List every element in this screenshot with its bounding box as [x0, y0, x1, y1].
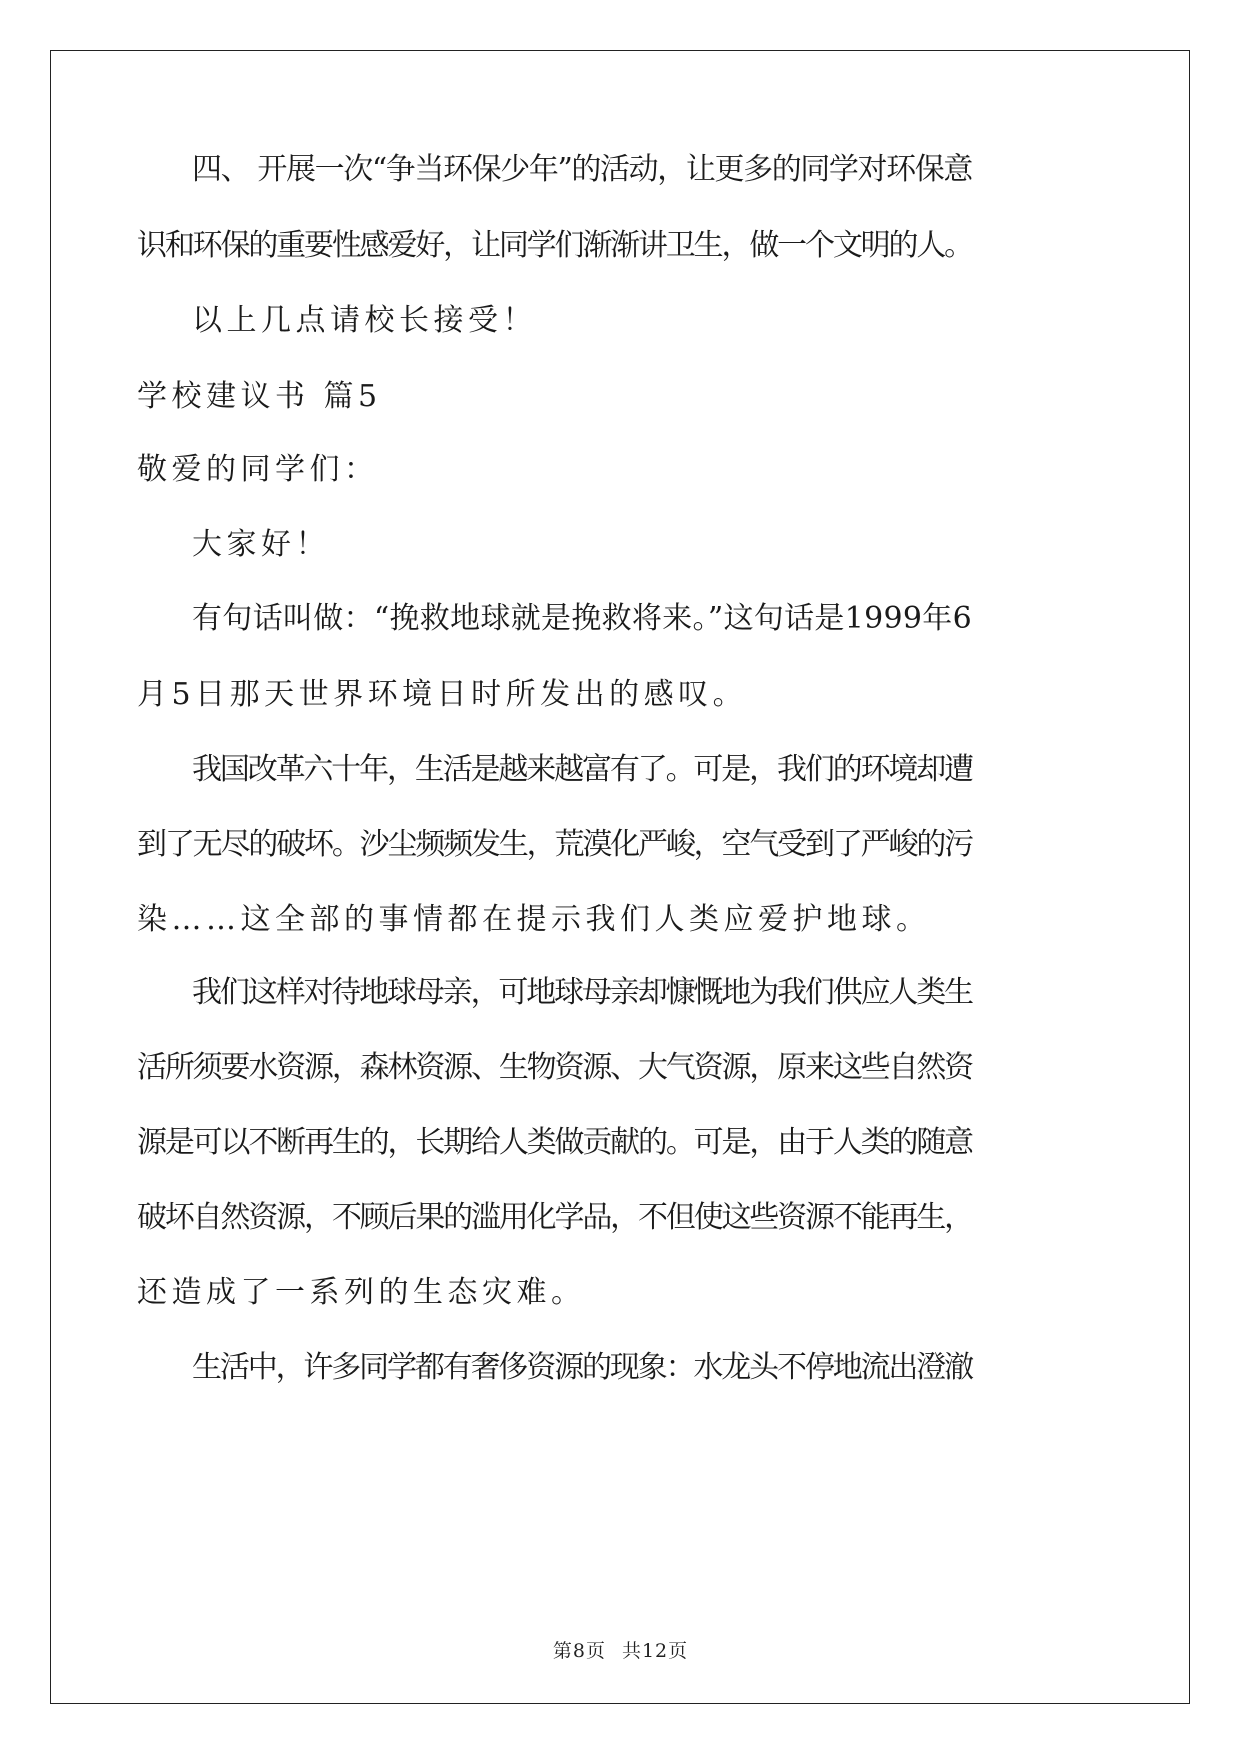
paragraph-line: 我国改革六十年，生活是越来越富有了。可是，我们的环境却遭 — [192, 752, 972, 787]
paragraph-line: 月5日那天世界环境日时所发出的感叹。 — [137, 677, 748, 712]
paragraph-line: 生活中，许多同学都有奢侈资源的现象：水龙头不停地流出澄澈 — [192, 1350, 972, 1385]
page-total: 共12页 — [621, 1640, 689, 1662]
section-heading: 学校建议书 篇5 — [137, 379, 382, 414]
paragraph-line: 有句话叫做：“挽救地球就是挽救将来。”这句话是1999年6 — [192, 601, 972, 636]
page-footer — [0, 1636, 1241, 1663]
paragraph-line: 四、 开展一次“争当环保少年”的活动，让更多的同学对环保意 — [192, 152, 972, 187]
paragraph-line: 到了无尽的破坏。沙尘频频发生，荒漠化严峻，空气受到了严峻的污 — [137, 827, 972, 862]
paragraph-line: 还造成了一系列的生态灾难。 — [137, 1275, 586, 1310]
paragraph-line: 染……这全部的事情都在提示我们人类应爱护地球。 — [137, 902, 931, 937]
salutation: 敬爱的同学们： — [137, 452, 379, 487]
paragraph-line: 破坏自然资源，不顾后果的滥用化学品，不但使这些资源不能再生， — [137, 1200, 972, 1235]
page-border — [50, 50, 1190, 1704]
paragraph-line: 源是可以不断再生的，长期给人类做贡献的。可是，由于人类的随意 — [137, 1125, 972, 1160]
paragraph-line: 识和环保的重要性感爱好，让同学们渐渐讲卫生，做一个文明的人。 — [137, 228, 972, 263]
paragraph-line: 活所须要水资源，森林资源、生物资源、大气资源，原来这些自然资 — [137, 1050, 972, 1085]
paragraph-line: 我们这样对待地球母亲，可地球母亲却慷慨地为我们供应人类生 — [192, 975, 972, 1010]
greeting: 大家好！ — [192, 527, 330, 562]
paragraph-line: 以上几点请校长接受！ — [192, 303, 537, 338]
page-number: 第8页 — [552, 1640, 606, 1662]
